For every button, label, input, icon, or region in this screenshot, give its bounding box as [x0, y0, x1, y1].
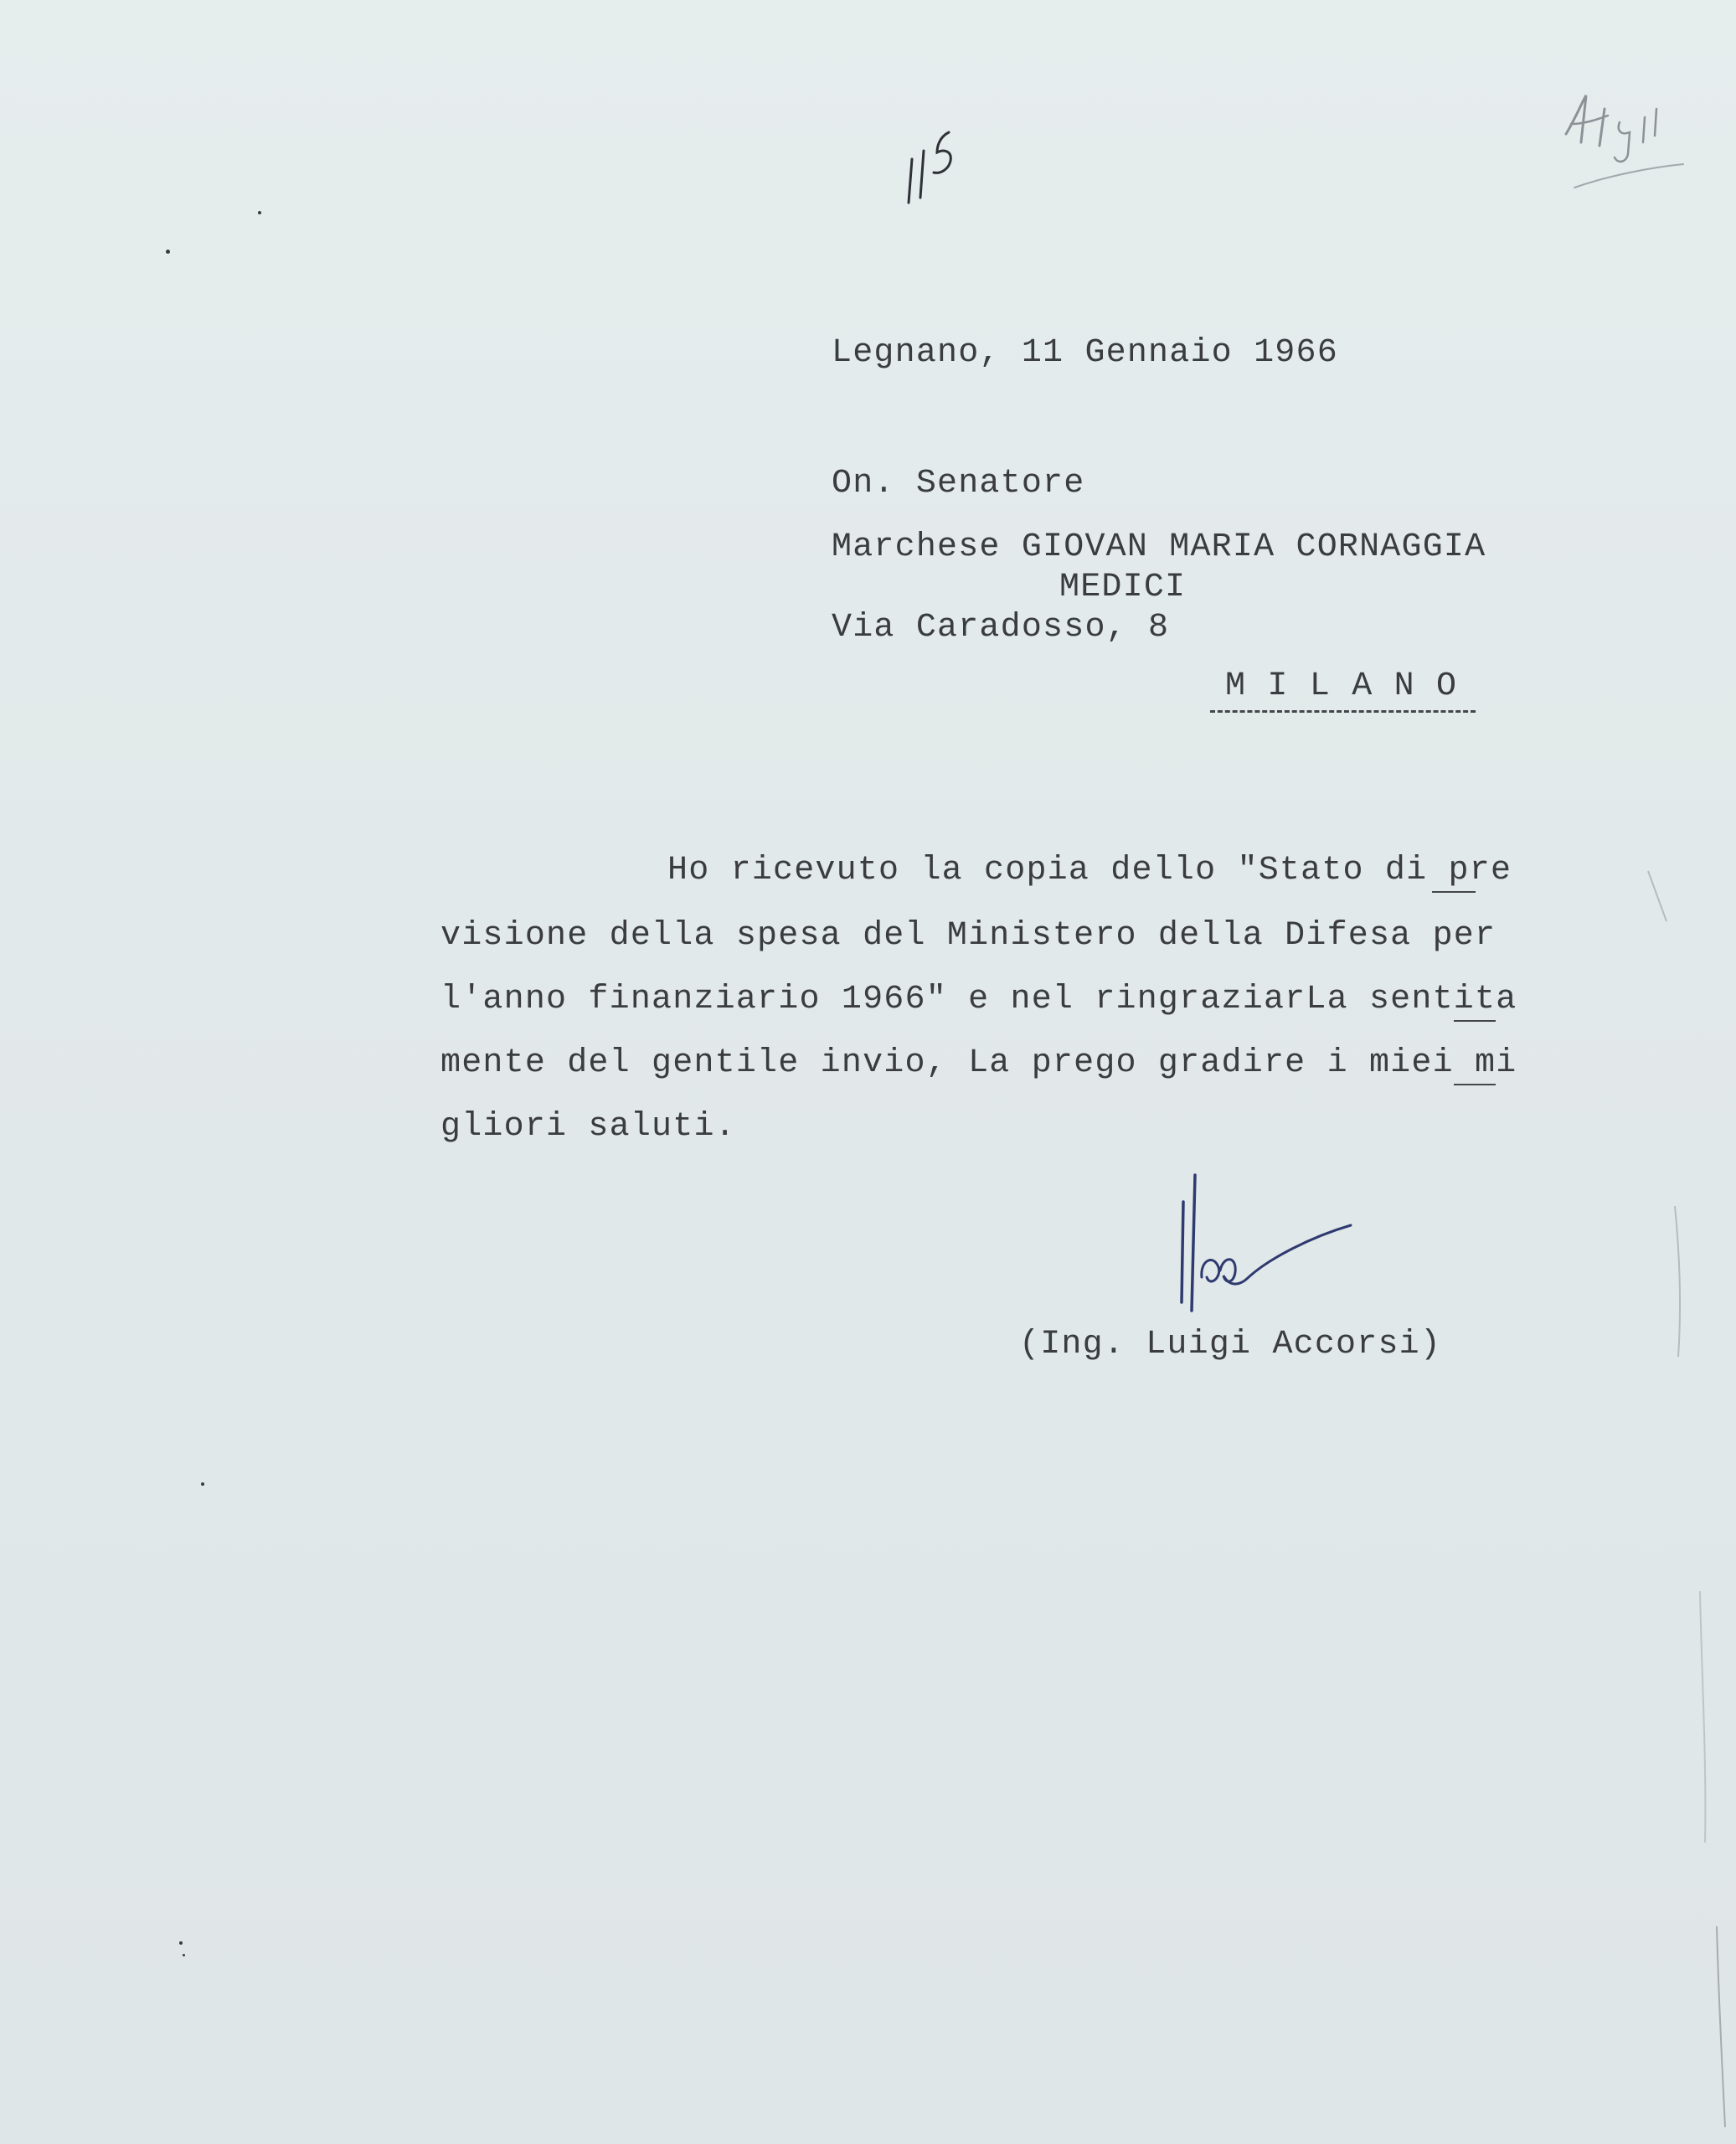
signer-name: (Ing. Luigi Accorsi) — [1019, 1326, 1442, 1363]
ink-speck — [179, 1941, 183, 1945]
body-line-3: l'anno finanziario 1966" e nel ringraziarLa sentita — [440, 981, 1517, 1018]
paper-edge-wear — [1641, 838, 1733, 2144]
handwritten-signature — [1177, 1168, 1369, 1319]
handwritten-number-mark — [900, 126, 976, 209]
body-line-2: visione della spesa del Ministero della Difesa per — [440, 917, 1496, 955]
ink-speck — [166, 250, 170, 254]
recipient-title: On. Senatore — [832, 465, 1085, 502]
handwritten-pencil-mark — [1558, 84, 1692, 193]
city-underline — [1210, 710, 1476, 713]
body-line-1: Ho ricevuto la copia dello "Stato di pre — [667, 852, 1512, 889]
body-line-5: gliori saluti. — [440, 1108, 736, 1146]
recipient-name: Marchese GIOVAN MARIA CORNAGGIA — [832, 528, 1486, 566]
ink-speck — [183, 1954, 185, 1956]
ink-speck — [258, 211, 261, 214]
place-date: Legnano, 11 Gennaio 1966 — [832, 334, 1338, 372]
body-line-4: mente del gentile invio, La prego gradire i miei mi — [440, 1044, 1517, 1082]
syllable-underline — [1454, 1020, 1496, 1022]
recipient-city: M I L A N O — [1225, 667, 1458, 705]
recipient-name-cont: MEDICI — [1059, 569, 1187, 606]
syllable-underline — [1454, 1084, 1496, 1085]
recipient-street: Via Caradosso, 8 — [832, 609, 1170, 647]
ink-speck — [201, 1482, 204, 1486]
syllable-underline — [1432, 891, 1476, 893]
